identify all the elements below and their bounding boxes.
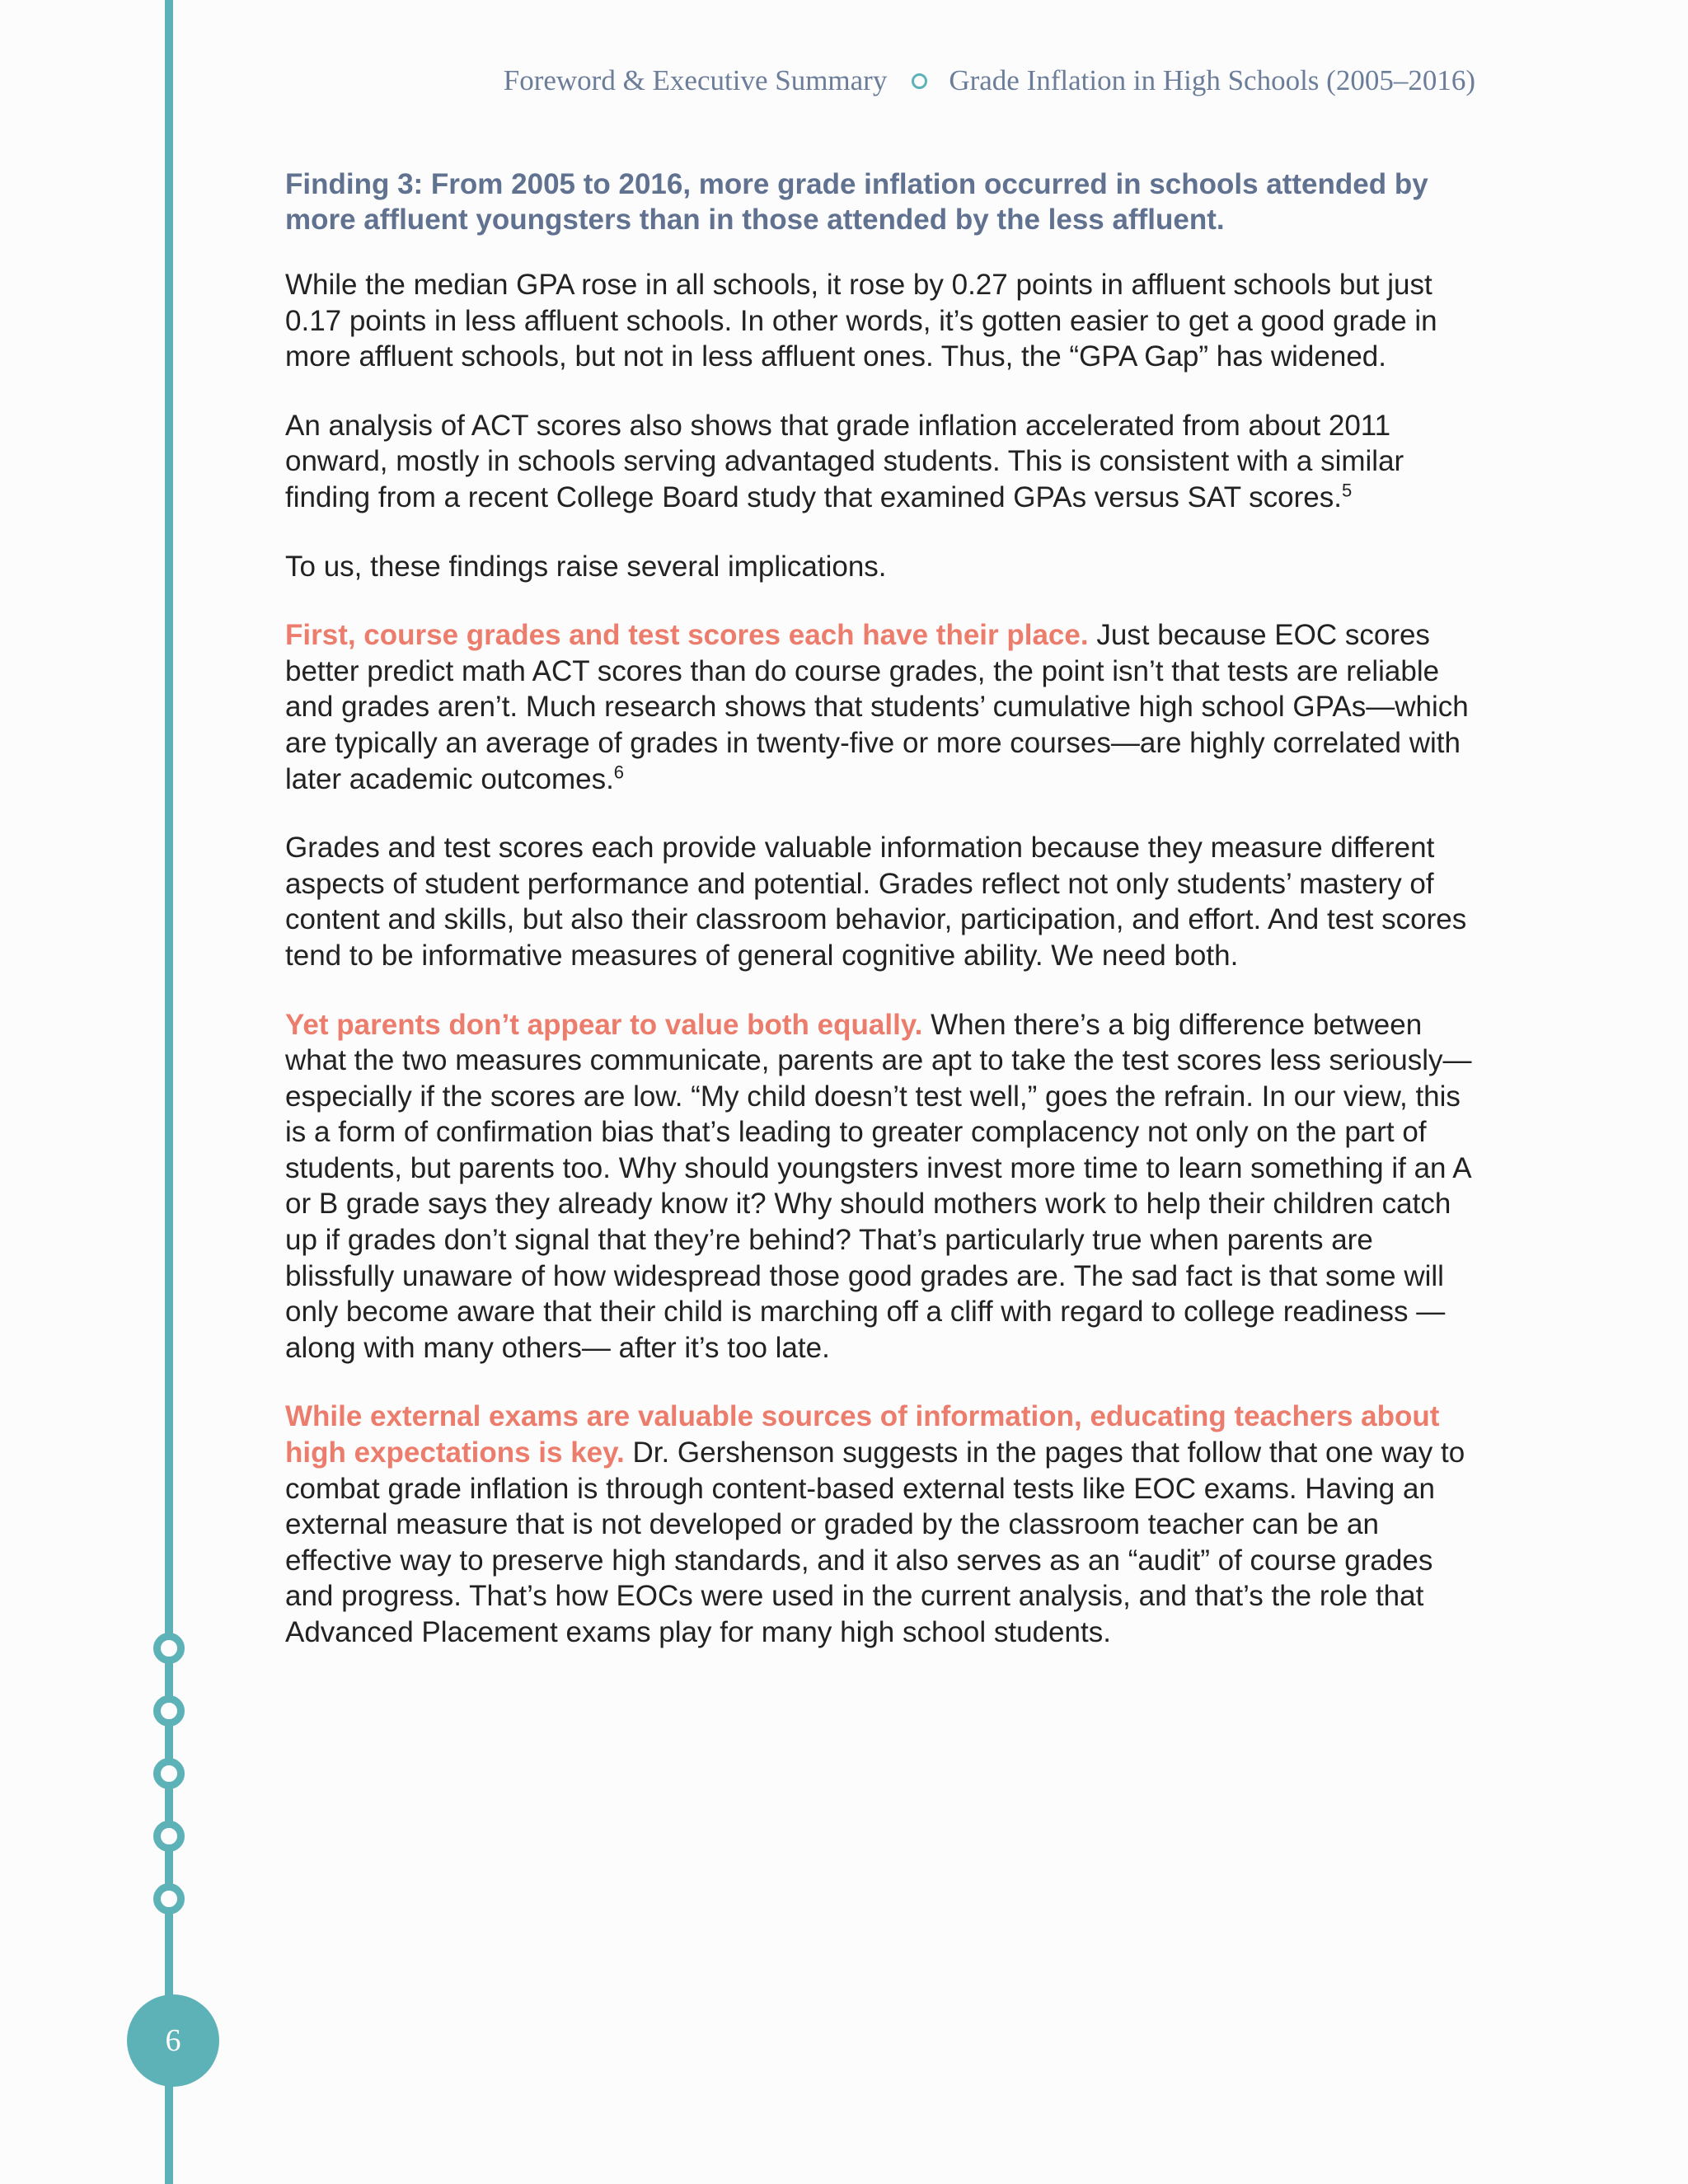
paragraph-text: Grades and test scores each provide valuable information because they measure different aspects of student performance and potential. Grades reflect not only students’ mastery of content and skills, but also their classroom behavior, participation, and effort. And test scores tend to be informative measures of general cognitive ability. We need both. <box>285 832 1467 972</box>
header-separator-icon <box>912 73 927 89</box>
header-section: Foreword & Executive Summary <box>503 64 888 96</box>
paragraph <box>285 830 1489 973</box>
paragraph-text: Just because EOC scores better predict math ACT scores than do course grades, the point isn’t that tests are reliable and grades aren’t. Much research shows that students’ cumulative high school GPAs—which are typically an average of grades in twenty-five or more courses—are highly correlated with later academic outcomes. <box>285 619 1469 795</box>
running-header <box>504 64 1475 97</box>
paragraph-text: An analysis of ACT scores also shows that grade inflation accelerated from about 2011 onward, mostly in schools serving advantaged students. This is consistent with a similar finding from a recent College Board study that examined GPAs versus SAT scores. <box>285 409 1404 513</box>
footnote-ref[interactable]: 5 <box>1342 480 1353 501</box>
paragraph <box>285 1399 1489 1650</box>
paragraph <box>285 617 1489 797</box>
timeline-node <box>153 1883 185 1915</box>
paragraph-text: To us, these findings raise several implications. <box>285 550 887 583</box>
timeline-node <box>153 1695 185 1727</box>
paragraph <box>285 1007 1489 1366</box>
paragraph-lead: While external exams are valuable sources of information, educating teachers about high expectations is key. <box>285 1400 1440 1469</box>
paragraph-text: When there’s a big difference between what the two measures communicate, parents are apt to take the test scores less seriously—especially if the scores are low. “My child doesn’t test well,” goes the refrain. In our view, this is a form of confirmation bias that’s leading to greater complacency not only on the part of students, but parents too. Why should youngsters invest more time to learn something if an A or B grade says they already know it? Why should mothers work to help their children catch up if grades don’t signal that they’re behind? That’s particularly true when parents are blissfully unaware of how widespread those good grades are. The sad fact is that some will only become aware that their child is marching off a cliff with regard to college readiness —along with many others— after it’s too late. <box>285 1008 1472 1364</box>
paragraph <box>285 549 1489 585</box>
timeline-node <box>153 1758 185 1789</box>
paragraph-lead: First, course grades and test scores each have their place. <box>285 619 1089 652</box>
timeline-node <box>153 1821 185 1852</box>
page-number: 6 <box>127 1994 219 2087</box>
finding-heading: Finding 3: From 2005 to 2016, more grade inflation occurred in schools attended by more affluent youngsters than in those attended by the less affluent. <box>285 168 1428 236</box>
header-title: Grade Inflation in High Schools (2005–2016) <box>949 64 1475 96</box>
paragraph-lead: Yet parents don’t appear to value both equally. <box>285 1008 923 1041</box>
timeline-rail <box>165 0 173 2184</box>
footnote-ref[interactable]: 6 <box>613 761 625 782</box>
paragraph-text: Dr. Gershenson suggests in the pages that follow that one way to combat grade inflation is through content-based external tests like EOC exams. Having an external measure that is not developed or graded by the classroom teacher can be an effective way to preserve high standards, and it also serves as an “audit” of course grades and progress. That’s how EOCs were used in the current analysis, and that’s the role that Advanced Placement exams play for many high school students. <box>285 1436 1465 1648</box>
main-content <box>285 166 1489 1684</box>
paragraph <box>285 267 1489 375</box>
timeline-node <box>153 1633 185 1664</box>
paragraph-text: While the median GPA rose in all schools, it rose by 0.27 points in affluent schools but just 0.17 points in less affluent schools. In other words, it’s gotten easier to get a good grade in more affluent schools, but not in less affluent ones. Thus, the “GPA Gap” has widened. <box>285 269 1437 373</box>
paragraph <box>285 408 1489 516</box>
